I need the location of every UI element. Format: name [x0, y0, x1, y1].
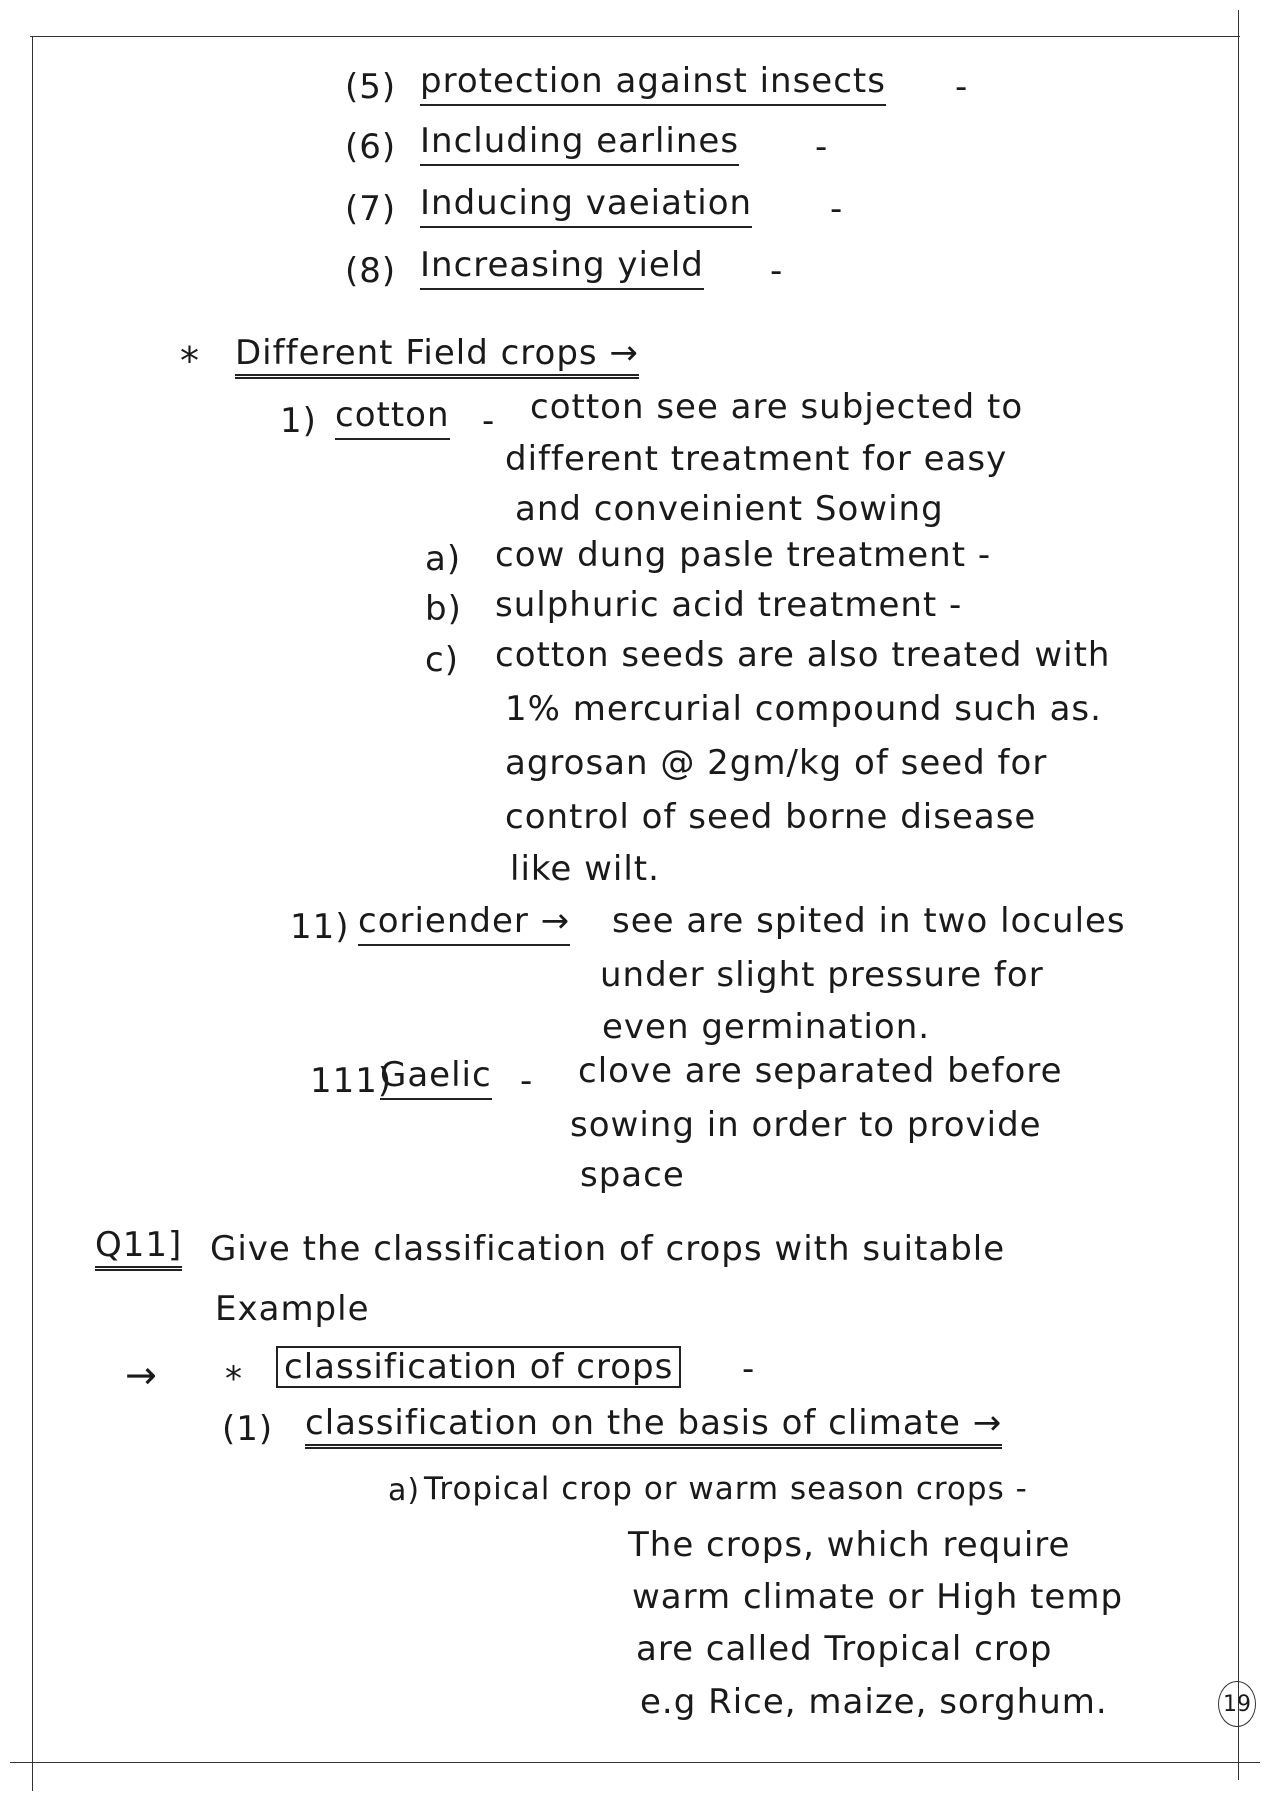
cotton-sub-c-line-2: 1% mercurial compound such as.: [505, 689, 1102, 729]
item-6-text: Including earlines: [420, 124, 739, 166]
item-7-number: (7): [345, 189, 397, 229]
tropical-line-2: warm climate or High temp: [632, 1577, 1124, 1617]
garlic-line-3: space: [580, 1155, 685, 1195]
item-7-dash: -: [830, 189, 844, 229]
field-crops-star: *: [180, 339, 200, 383]
page-border-bottom: [10, 1762, 1260, 1763]
cotton-sub-c-line-5: like wilt.: [510, 849, 660, 889]
answer-star: *: [225, 1359, 243, 1399]
garlic-number: 111): [310, 1061, 393, 1101]
cotton-number: 1): [280, 401, 317, 441]
answer-arrow-icon: →: [125, 1353, 158, 1397]
item-7-text: Inducing vaeiation: [420, 186, 752, 228]
item-5-number: (5): [345, 67, 397, 107]
garlic-line-2: sowing in order to provide: [570, 1105, 1042, 1145]
cotton-sub-c-line-4: control of seed borne disease: [505, 797, 1037, 837]
tropical-heading: Tropical crop or warm season crops -: [424, 1471, 1028, 1507]
coriender-line-3: even germination.: [602, 1007, 931, 1047]
item-6-dash: -: [815, 127, 829, 167]
question-line-2: Example: [215, 1289, 370, 1329]
question-line-1: Give the classification of crops with suitable: [210, 1229, 1006, 1269]
cotton-line-3: and conveinient Sowing: [515, 489, 944, 529]
classification-dash: -: [742, 1349, 756, 1389]
tropical-line-3: are called Tropical crop: [636, 1629, 1053, 1669]
item-8-number: (8): [345, 251, 397, 291]
item-8-dash: -: [770, 251, 784, 291]
cotton-sub-a-label: a): [425, 539, 462, 579]
garlic-name: Gaelic: [380, 1058, 492, 1100]
cotton-sub-c-label: c): [425, 640, 459, 680]
classification-boxed-heading: classification of crops: [276, 1346, 681, 1388]
cotton-sub-b-text: sulphuric acid treatment -: [495, 585, 963, 625]
item-8-text: Increasing yield: [420, 248, 704, 290]
cotton-line-1: cotton see are subjected to: [530, 387, 1024, 427]
item-5-dash: -: [955, 67, 969, 107]
tropical-line-4: e.g Rice, maize, sorghum.: [640, 1682, 1108, 1722]
item-5-text: protection against insects: [420, 64, 886, 106]
cotton-name: cotton: [335, 398, 450, 440]
garlic-dash: -: [520, 1061, 534, 1101]
climate-number: (1): [222, 1409, 274, 1449]
cotton-sub-a-text: cow dung pasle treatment -: [495, 535, 992, 575]
cotton-sub-c-line-3: agrosan @ 2gm/kg of seed for: [505, 743, 1048, 783]
climate-heading: classification on the basis of climate →: [305, 1406, 1002, 1449]
page-border-left: [32, 36, 33, 1791]
page-border-top: [30, 36, 1240, 37]
cotton-sub-b-label: b): [425, 589, 462, 629]
cotton-dash: -: [482, 401, 496, 441]
coriender-name: coriender →: [358, 904, 570, 946]
page-number: 19: [1218, 1681, 1256, 1727]
coriender-line-1: see are spited in two locules: [612, 901, 1126, 941]
garlic-line-1: clove are separated before: [578, 1051, 1063, 1091]
cotton-line-2: different treatment for easy: [505, 439, 1008, 479]
cotton-sub-c-line-1: cotton seeds are also treated with: [495, 635, 1111, 675]
page-border-right: [1238, 10, 1239, 1780]
coriender-number: 11): [290, 907, 350, 947]
field-crops-heading: Different Field crops →: [235, 336, 639, 379]
tropical-line-1: The crops, which require: [628, 1525, 1071, 1565]
item-6-number: (6): [345, 127, 397, 167]
question-label: Q11]: [95, 1228, 182, 1271]
coriender-line-2: under slight pressure for: [600, 955, 1044, 995]
tropical-label: a): [388, 1473, 421, 1508]
